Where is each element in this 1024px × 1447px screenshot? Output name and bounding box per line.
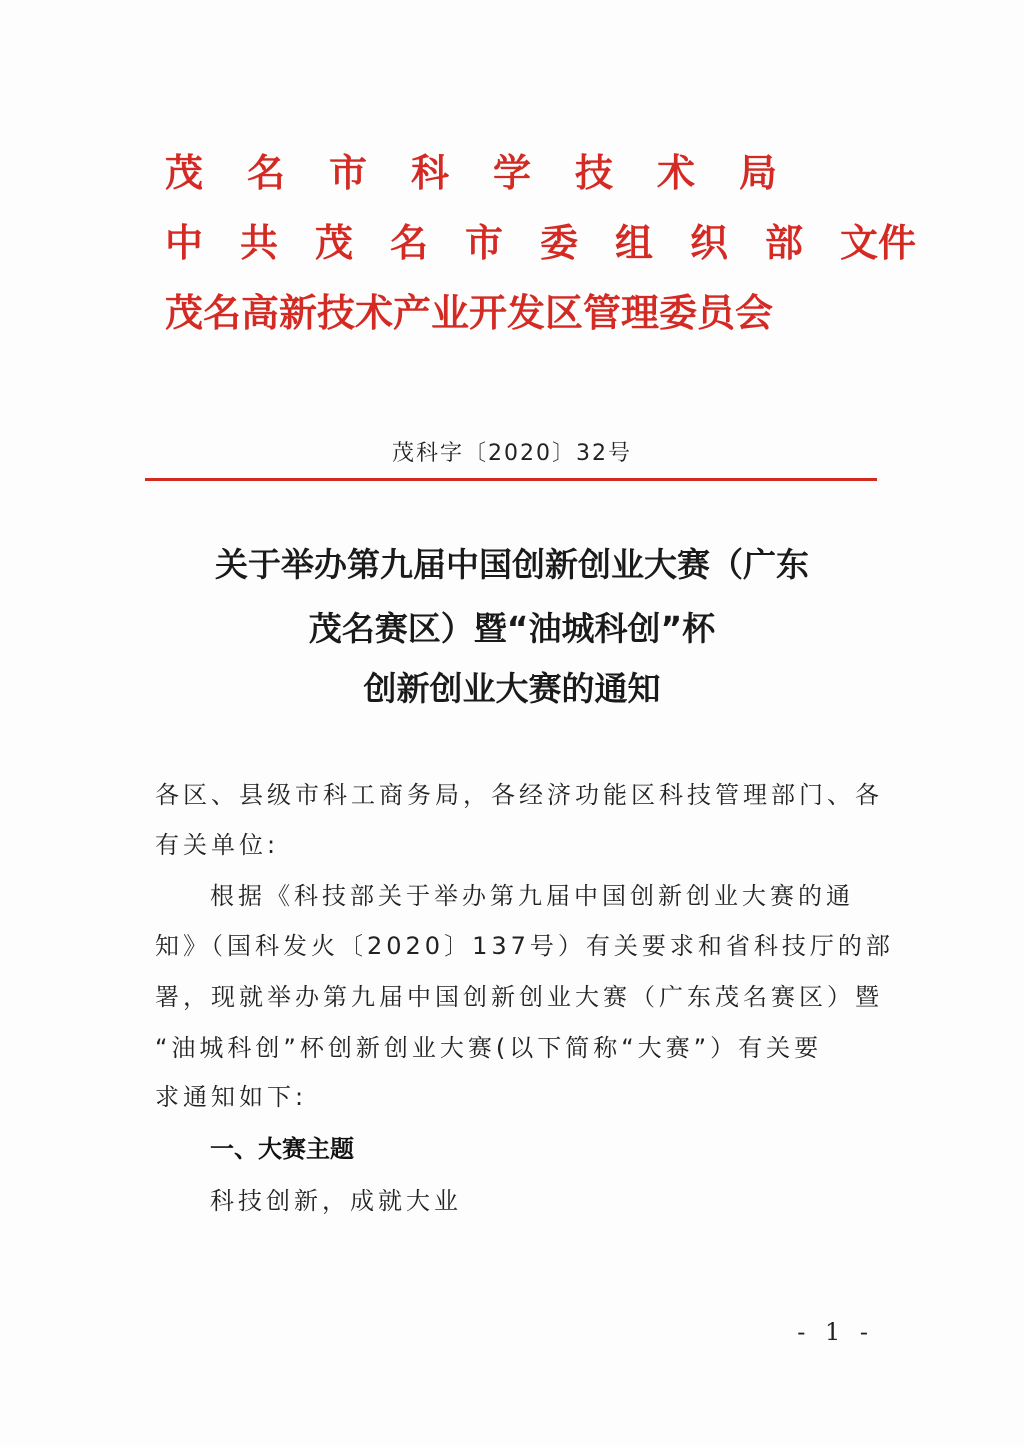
section-theme-text: 科技创新，成就大业 (210, 1187, 462, 1215)
red-separator-rule (145, 478, 877, 481)
notice-title-line-3: 创新创业大赛的通知 (363, 669, 661, 708)
paragraph-line-1: 根据《科技部关于举办第九届中国创新创业大赛的通 (210, 882, 854, 910)
paragraph-line-2: 知》（国科发火〔2020〕137号）有关要求和省科技厅的部 (155, 932, 894, 960)
issuer-line-hightech-zone-committee: 茂名高新技术产业开发区管理委员会 (165, 290, 774, 335)
notice-title-line-2: 茂名赛区）暨“油城科创”杯 (308, 609, 716, 648)
page-number: - 1 - (797, 1318, 874, 1346)
addressee-line-1: 各区、县级市科工商务局，各经济功能区科技管理部门、各 (155, 781, 883, 809)
notice-title-line-1: 关于举办第九届中国创新创业大赛（广东 (215, 545, 809, 584)
document-number: 茂科字〔2020〕32号 (392, 441, 632, 466)
paragraph-line-3: 署，现就举办第九届中国创新创业大赛（广东茂名赛区）暨 (155, 983, 883, 1011)
paragraph-line-4: “油城科创”杯创新创业大赛(以下简称“大赛”）有关要 (155, 1034, 823, 1062)
issuer-line-organization-department (165, 220, 917, 265)
section-heading-theme: 一、大赛主题 (210, 1135, 354, 1163)
paragraph-line-5: 求通知如下: (155, 1083, 308, 1111)
issuer-line-document-suffix: 文件 (840, 220, 917, 265)
issuer-line-science-bureau: 茂名市科学技术局 (165, 150, 822, 195)
issuer-line-organization-department-name: 中共茂名市委组织部 (165, 220, 841, 265)
addressee-line-2: 有关单位: (155, 831, 280, 859)
